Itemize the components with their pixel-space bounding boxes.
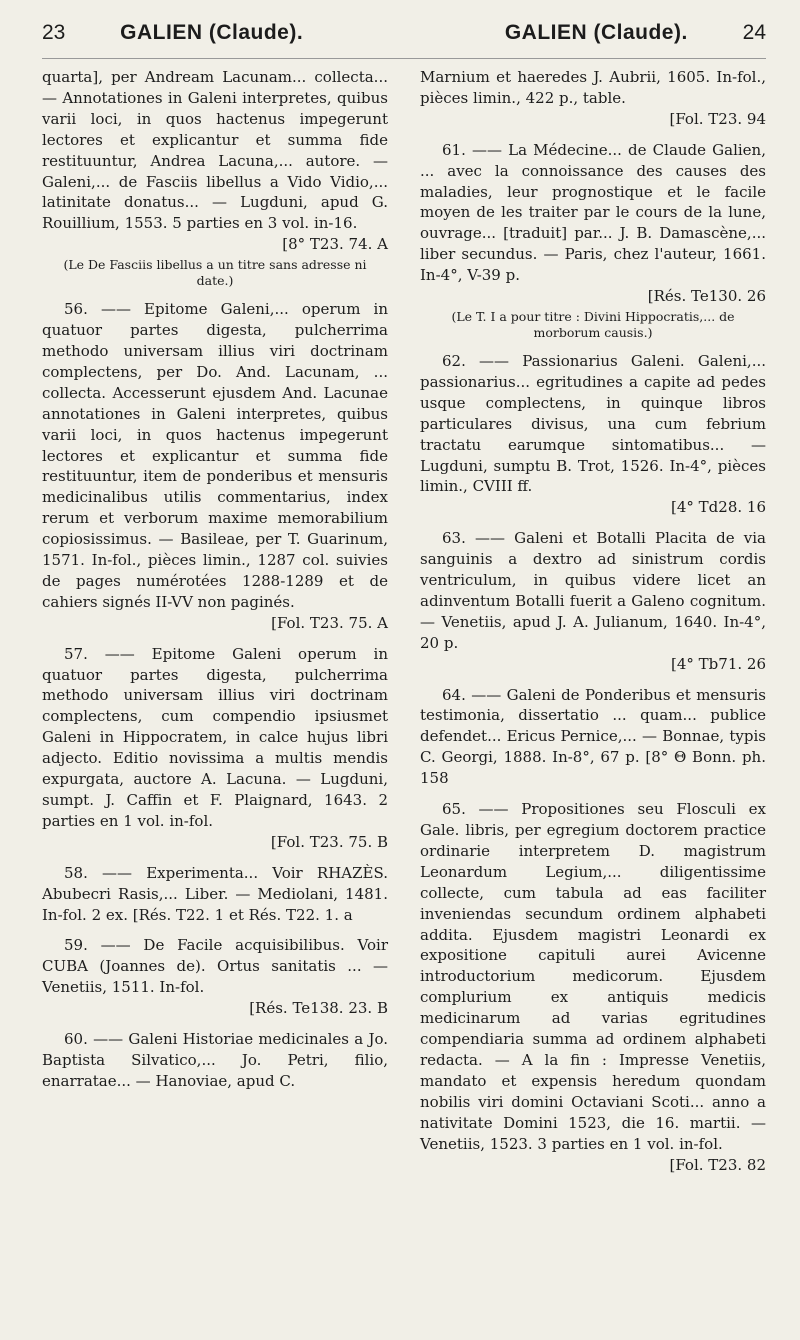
entry-text: 62. —— Passionarius Galeni. Galeni,... passionarius... egritudines a capite ad pedes usque complectens, in quinque libros particulares divisus, una cum febrium tractatu earumque sintomatibus... — Lugduni, sumptu B. Trot, 1526. In-4°, pièces limin., CVIII ff. bbox=[420, 351, 766, 496]
entry-continuation bbox=[420, 67, 766, 130]
catalog-entry bbox=[420, 351, 766, 518]
entry-text: Marnium et haeredes J. Aubrii, 1605. In-fol., pièces limin., 422 p., table. bbox=[420, 68, 766, 107]
entry-text: 57. —— Epitome Galeni operum in quatuor partes digesta, pulcherrima methodo universam illius viri doctrinam complectens, cum compendio ipsiusmet Galeni in Hippocratem, in calce hujus libri adjecto. Editio novissima a multis mendis expurgata, auctore A. Lacuna. — Lugduni, sumpt. J. Caffin et F. Plaignard, 1643. 2 parties en 1 vol. in-fol. bbox=[42, 644, 388, 830]
shelfmark: [Rés. Te130. 26 bbox=[647, 287, 766, 306]
shelfmark: [8° T23. 74. A bbox=[282, 235, 388, 254]
entry-text: 61. —— La Médecine... de Claude Galien, ... avec la connoissance des causes des maladies, leur prognostique et le facile moyen de les traiter par le cours de la lune, ouvrage... [traduit] par... J. B. Damascène,... liber secundus. — Paris, chez l'auteur, 1661. In-4°, V-39 p. bbox=[420, 140, 766, 285]
shelfmark: [4° Tb71. 26 bbox=[671, 654, 766, 673]
entry-text: 56. —— Epitome Galeni,... operum in quatuor partes digesta, pulcherrima methodo universam illius viri doctrinam complectens, per Do. And. Lacunam, ... collecta. Accesserunt ejusdem And. Lacunae annotationes in Galeni interpretes, quibus varii loci, in quos hactenus impegerunt lectores et explicantur et summa fide restituuntur, item de ponderibus et mensuris medicinalibus utilis commentarius, index rerum et verborum maxime memorabilium copiosissimus. — Basileae, per T. Guarinum, 1571. In-fol., pièces limin., 1287 col. suivies de pages numérotées 1288-1289 et de cahiers signés II-VV non paginés. bbox=[42, 300, 388, 611]
catalog-entry bbox=[42, 299, 388, 634]
entry-text: 58. —— Experimenta... Voir RHAZÈS. Abubecri Rasis,... Liber. — Mediolani, 1481. In-fol. 2 ex. [Rés. T22. 1 et Rés. T22. 1. a bbox=[42, 863, 388, 924]
catalog-entry bbox=[42, 935, 388, 1019]
page-number-left: 23 bbox=[42, 21, 66, 44]
catalog-entry bbox=[420, 140, 766, 341]
catalog-entry bbox=[42, 644, 388, 853]
entry-text: 64. —— Galeni de Ponderibus et mensuris testimonia, dissertatio ... quam... publice defendet... Ericus Pernice,... — Bonnae, typis C. Georgi, 1888. In-8°, 67 p. [8° Θ Bonn. ph. 158 bbox=[420, 685, 766, 788]
entry-text: 65. —— Propositiones seu Flosculi ex Gale. libris, per egregium doctorem practice ordinarie interpretem D. magistrum Leonardum Legium,... diligentissime collecte, cum tabula ad eas faciliter inveniendas secundum ordinem alphabeti addita. Ejusdem magistri Leonardi ex expositione capituli aurei Avicenne introductorium medicorum. Ejusdem complurium ex antiquis medicis medicinarum ad varias egritudines compendiaria summa ad ordinem alphabeti redacta. — A la fin : Impresse Venetiis, mandato et expensis heredum quondam nobilis viri domini Octaviani Scoti... anno a nativitate Domini 1523, die 16. martii. — Venetiis, 1523. 3 parties en 1 vol. in-fol. bbox=[420, 800, 766, 1153]
running-title-left: GALIEN (Claude). bbox=[120, 21, 304, 44]
right-column bbox=[404, 67, 766, 1185]
shelfmark: [Fol. T23. 94 bbox=[669, 109, 766, 128]
shelfmark: [4° Td28. 16 bbox=[671, 498, 766, 517]
running-title-right: GALIEN (Claude). bbox=[504, 21, 688, 44]
catalog-entry bbox=[42, 863, 388, 926]
entry-text: 63. —— Galeni et Botalli Placita de via sanguinis a dextro ad sinistrum cordis ventriculum, in quibus videre licet an adinventum Botalli fuerit a Galeno cognitum. — Venetiis, apud J. A. Julianum, 1640. In-4°, 20 p. bbox=[420, 529, 766, 652]
page-header bbox=[42, 8, 766, 59]
shelfmark: [Rés. Te138. 23. B bbox=[249, 999, 388, 1018]
entry-note: (Le De Fasciis libellus a un titre sans adresse ni date.) bbox=[63, 257, 367, 289]
entry-text: quarta], per Andream Lacunam... collecta... — Annotationes in Galeni interpretes, quibus varii loci, in quos hactenus impegerunt lectores et explicantur et summa fide restituuntur, Andrea Lacuna,... autore. — Galeni,... de Fasciis libellus a Vido Vidio,... latinitate donatus... — Lugduni, apud G. Rouillium, 1553. 5 parties en 3 vol. in-16. bbox=[42, 68, 388, 233]
header-right bbox=[404, 21, 766, 45]
shelfmark: [Fol. T23. 82 bbox=[669, 1155, 766, 1174]
header-left bbox=[42, 21, 404, 45]
entry-continuation bbox=[42, 67, 388, 289]
entry-text: 60. —— Galeni Historiae medicinales a Jo. Baptista Silvatico,... Jo. Petri, filio, enarratae... — Hanoviae, apud C. bbox=[42, 1030, 388, 1090]
entry-note: (Le T. I a pour titre : Divini Hippocratis,... de morborum causis.) bbox=[451, 308, 735, 340]
shelfmark: [Fol. T23. 75. A bbox=[271, 613, 388, 632]
catalog-entry bbox=[42, 1029, 388, 1092]
catalog-entry bbox=[420, 528, 766, 674]
shelfmark: [Fol. T23. 75. B bbox=[270, 832, 388, 851]
page-number-right: 24 bbox=[742, 21, 766, 44]
entry-text: 59. —— De Facile acquisibilibus. Voir CUBA (Joannes de). Ortus sanitatis ... — Venetiis, 1511. In-fol. bbox=[42, 936, 388, 997]
catalog-entry bbox=[420, 685, 766, 790]
columns bbox=[42, 67, 766, 1185]
catalog-entry bbox=[420, 799, 766, 1175]
left-column bbox=[42, 67, 404, 1185]
